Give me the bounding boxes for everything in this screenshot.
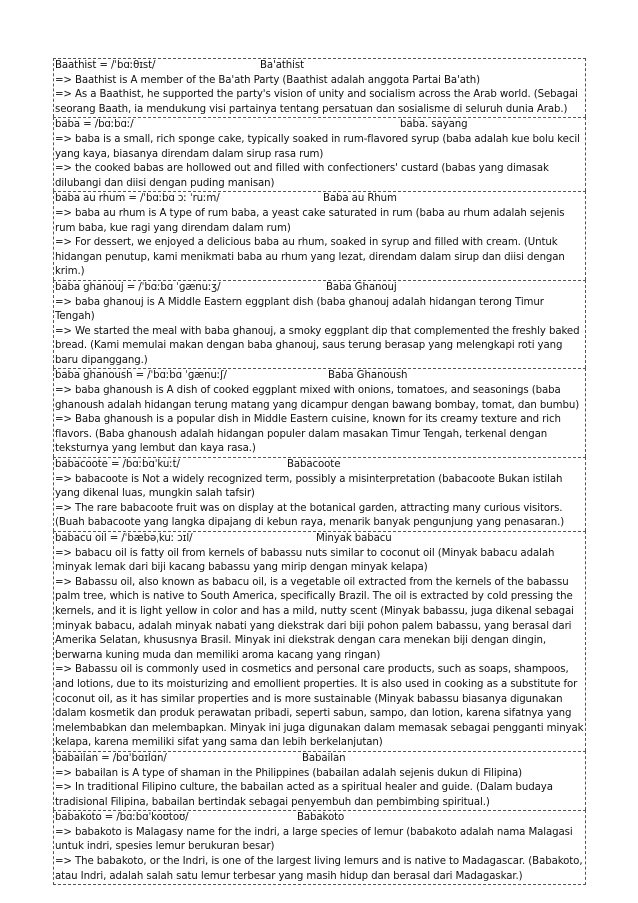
translation: Baba Ghanouj xyxy=(326,281,397,293)
dictionary-entry xyxy=(53,531,586,751)
translation: Babailan xyxy=(302,752,346,764)
headword-pronunciation: baba = /bɑːbɑː/ xyxy=(55,119,134,131)
definition-line: => Babassu oil is commonly used in cosmetics and personal care products, such as soaps, shampoos, and lotions, due to its moisturizing and emollient properties. It is also used in cooking as a substitute for coconut oil, as it has similar properties and is more sustainable (Minyak babassu biasanya digunakan dalam kosmetik dan produk perawatan pribadi, seperti sabun, sampo, dan lotion, karena sifatnya yang melembabkan dan melembapkan. Minyak ini juga digunakan dalam memasak sebagai pengganti minyak kelapa, karena memiliki sifat yang sama dan lebih berkelanjutan) xyxy=(55,664,584,749)
translation: Baba au Rhum xyxy=(323,193,397,205)
definition-line: => babailan is A type of shaman in the Philippines (babailan adalah sejenis dukun di Filipina) xyxy=(55,767,523,779)
entry-header xyxy=(55,458,584,473)
definition-line: => babacu oil is fatty oil from kernels of babassu nuts similar to coconut oil (Minyak babacu adalah minyak lemak dari biji kacang babassu yang mirip dengan minyak kelapa) xyxy=(55,547,555,574)
dictionary-entry xyxy=(53,117,586,191)
headword-pronunciation: babacoote = /bɑːbɑˈkuːt/ xyxy=(55,459,180,471)
entry-header xyxy=(55,192,584,207)
dictionary-entry xyxy=(53,751,586,810)
definition-line: => For dessert, we enjoyed a delicious baba au rhum, soaked in syrup and filled with cream. (Untuk hidangan penutup, kami menikmati baba au rhum yang lezat, direndam dalam sirup dan diisi dengan krim.) xyxy=(55,237,565,278)
translation: Baba Ghanoush xyxy=(328,370,408,382)
entry-header xyxy=(55,369,584,384)
definition-line: => babacoote is Not a widely recognized term, possibly a misinterpretation (babacoote Bukan istilah yang dikenal luas, mungkin salah tafsir) xyxy=(55,473,563,500)
dictionary-entry xyxy=(53,280,586,369)
definition-line: => the cooked babas are hollowed out and filled with confectioners' custard (babas yang dimasak dilubangi dan diisi dengan puding manisan) xyxy=(55,163,549,189)
dictionary-entry xyxy=(53,810,586,885)
headword-pronunciation: babailan = /bɑˈbɑɪlɑn/ xyxy=(55,752,167,764)
definition-line: => Baba ghanoush is a popular dish in Middle Eastern cuisine, known for its creamy texture and rich flavors. (Baba ghanoush adalah hidangan populer dalam masakan Timur Tengah, terkenal dengan teksturnya yang lembut dan kaya rasa.) xyxy=(55,414,561,455)
definition-line: => As a Baathist, he supported the party's vision of unity and socialism across the Arab world. (Sebagai seorang Baath, ia mendukung visi partainya tentang persatuan dan sosialisme di seluruh dunia Arab.) xyxy=(55,89,578,115)
entry-header xyxy=(55,118,584,133)
headword-pronunciation: baba ghanouj = /ˈbɑːbɑ ˈɡænuːʒ/ xyxy=(55,281,221,293)
translation: Babakoto xyxy=(297,812,345,824)
headword-pronunciation: baba au rhum = /ˈbɑːbɑ ɔː ˈruːm/ xyxy=(55,193,220,205)
dictionary-entry xyxy=(53,191,586,280)
translation: Babacoote xyxy=(287,459,341,471)
entry-header xyxy=(55,532,584,547)
entry-header xyxy=(55,59,584,74)
headword-pronunciation: babakoto = /bɑːbɑˈkoʊtoʊ/ xyxy=(55,812,189,824)
translation: Minyak babacu xyxy=(316,533,392,544)
headword-pronunciation: Baathist = /ˈbɑːθɪst/ xyxy=(55,60,156,71)
definition-line: => baba ghanoush is A dish of cooked eggplant mixed with onions, tomatoes, and seasonings (baba ghanoush adalah hidangan terung matang yang dicampur dengan bawang bombay, tomat, dan bumbu) xyxy=(55,385,580,411)
definition-line: => Baathist is A member of the Ba'ath Party (Baathist adalah anggota Partai Ba'ath) xyxy=(55,74,480,86)
headword-pronunciation: baba ghanoush = /ˈbɑːbɑ ˈɡænuːʃ/ xyxy=(55,370,227,382)
definition-line: => The rare babacoote fruit was on display at the botanical garden, attracting many curious visitors. (Buah babacoote yang langka dipajang di kebun raya, menarik banyak pengunjung yang penasaran.) xyxy=(55,502,565,529)
dictionary-entry xyxy=(53,58,586,117)
definition-line: => baba au rhum is A type of rum baba, a yeast cake saturated in rum (baba au rhum adalah sejenis rum baba, kue ragi yang direndam dalam rum) xyxy=(55,207,565,234)
translation: Ba'athist xyxy=(260,60,304,71)
definition-line: => Babassu oil, also known as babacu oil, is a vegetable oil extracted from the kernels of the babassu palm tree, which is native to South America, specifically Brazil. The oil is extracted by cold pressing the kernels, and it is light yellow in color and has a mild, nutty scent (Minyak babassu, juga dikenal sebagai minyak babacu, adalah minyak nabati yang diekstrak dari biji pohon palem babassu, yang berasal dari Amerika Selatan, khususnya Brasil. Minyak ini diekstrak dengan cara menekan biji dengan dingin, berwarna kuning muda dan memiliki aroma kacang yang ringan) xyxy=(55,576,574,661)
definition-line: => In traditional Filipino culture, the babailan acted as a spiritual healer and guide. (Dalam budaya tradisional Filipina, babailan bertindak sebagai penyembuh dan pembimbing spiritual.) xyxy=(55,782,553,808)
translation: baba. sayang xyxy=(400,119,468,131)
dictionary-entry xyxy=(53,457,586,531)
definition-line: => babakoto is Malagasy name for the indri, a large species of lemur (babakoto adalah nama Malagasi untuk indri, spesies lemur berukuran besar) xyxy=(55,826,573,853)
definition-line: => We started the meal with baba ghanouj, a smoky eggplant dip that complemented the freshly baked bread. (Kami memulai makan dengan baba ghanouj, saus terung berasap yang melengkapi roti yang baru dipanggang.) xyxy=(55,325,580,366)
definition-line: => The babakoto, or the Indri, is one of the largest living lemurs and is native to Madagascar. (Babakoto, atau Indri, adalah salah satu lemur terbesar yang masih hidup dan berasal dari Madagaskar.) xyxy=(55,856,583,882)
entry-header xyxy=(55,811,584,826)
dictionary-entry xyxy=(53,368,586,457)
dictionary-document xyxy=(53,58,586,885)
headword-pronunciation: babacu oil = /ˈbæbəˌkuː ɔɪl/ xyxy=(55,533,193,544)
entry-header xyxy=(55,281,584,296)
definition-line: => baba is a small, rich sponge cake, typically soaked in rum-flavored syrup (baba adalah kue bolu kecil yang kaya, biasanya direndam dalam sirup rasa rum) xyxy=(55,133,580,160)
entry-header xyxy=(55,752,584,767)
definition-line: => baba ghanouj is A Middle Eastern eggplant dish (baba ghanouj adalah hidangan terong Timur Tengah) xyxy=(55,296,544,323)
